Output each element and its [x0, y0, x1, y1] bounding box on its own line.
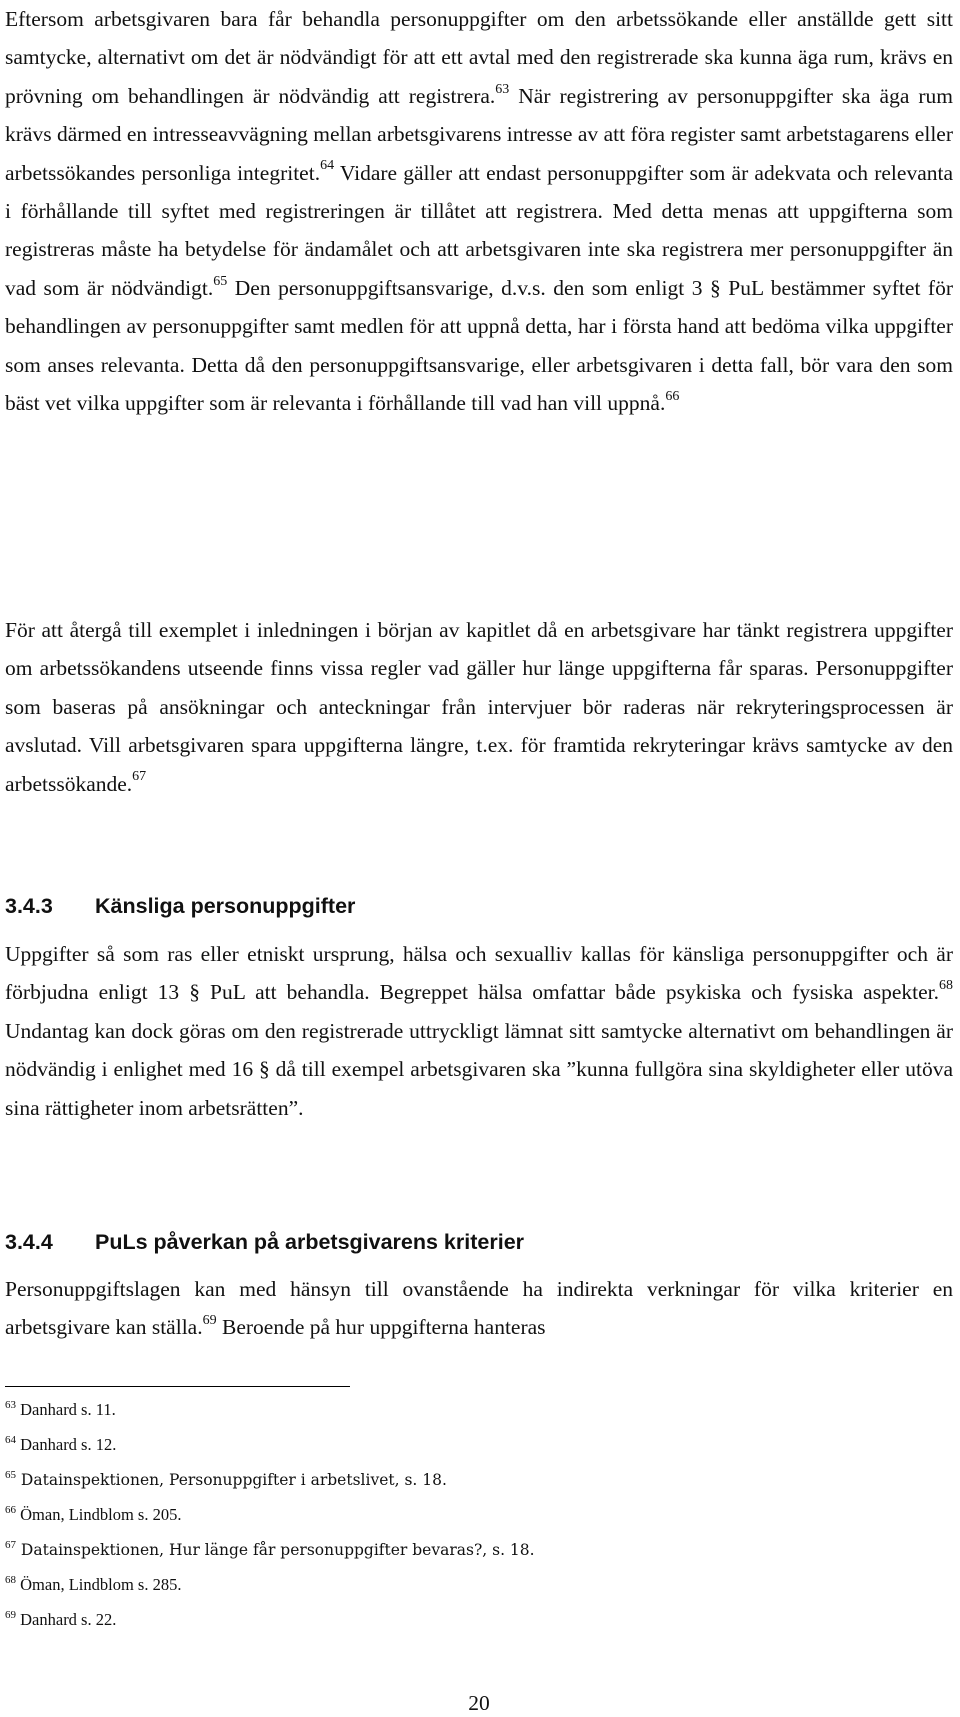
section-heading — [5, 890, 355, 922]
body-paragraph — [5, 611, 953, 803]
footnote-number: 63 — [5, 1398, 16, 1411]
footnote-separator — [5, 1386, 350, 1387]
footnote-text: Öman, Lindblom s. 205. — [16, 1505, 182, 1524]
footnote-number: 68 — [5, 1573, 16, 1586]
footnote-list — [5, 1398, 953, 1643]
footnote — [5, 1433, 953, 1457]
paragraph-text: När registrering av personuppgifter ska äga rum krävs därmed en intresseavvägning mellan arbetsgivarens intresse av att föra register samt arbetstagarens eller arbetssökandes personliga integritet. — [5, 83, 953, 185]
footnote — [5, 1398, 953, 1422]
footnote-number: 66 — [5, 1503, 16, 1516]
section-number: 3.4.3 — [5, 894, 53, 918]
body-paragraph — [5, 0, 953, 422]
footnote-reference[interactable]: 68 — [939, 978, 953, 994]
footnote-text: Öman, Lindblom s. 285. — [16, 1575, 182, 1594]
section-number: 3.4.4 — [5, 1230, 53, 1254]
footnote-reference[interactable]: 64 — [320, 158, 335, 174]
paragraph-text: Beroende på hur uppgifterna hanteras — [216, 1315, 546, 1340]
body-paragraph — [5, 1270, 953, 1347]
paragraph-text: Personuppgiftslagen kan med hänsyn till ovanstående ha indirekta verkningar för vilka kriterier en arbetsgivare kan ställa. — [5, 1277, 953, 1340]
footnote-reference[interactable]: 65 — [213, 273, 228, 289]
section-heading — [5, 1226, 524, 1258]
paragraph-text: För att återgå till exemplet i inledningen i början av kapitlet då en arbetsgivare har tänkt registrera uppgifter om arbetssökandens utseende finns vissa regler vad gäller hur länge uppgifterna får sparas. Personuppgifter som baseras på ansökningar och anteckningar från intervjuer bör raderas när rekryteringsprocessen är avslutad. Vill arbetsgivaren spara uppgifterna längre, t.ex. för framtida rekryteringar krävs samtycke av den arbetssökande. — [5, 618, 953, 796]
paragraph-text: Undantag kan dock göras om den registrerade uttryckligt lämnat sitt samtycke alternativt om behandlingen är nödvändig i enlighet med 16 § då till exempel arbetsgivaren ska ”kunna fullgöra sina skyldigheter eller utöva sina rättigheter inom arbetsrätten”. — [5, 1018, 953, 1120]
footnote-number: 64 — [5, 1433, 16, 1446]
paragraph-text: Eftersom arbetsgivaren bara får behandla personuppgifter om den arbetssökande eller anställde gett sitt samtycke, alternativt om det är nödvändigt för att ett avtal med den registrerade ska kunna äga rum, krävs en prövning om behandlingen är nödvändig att registrera. — [5, 7, 953, 108]
footnote-reference[interactable]: 66 — [665, 388, 680, 404]
footnote-text: Datainspektionen, Personuppgifter i arbetslivet, s. 18. — [16, 1471, 447, 1489]
footnote-reference[interactable]: 69 — [202, 1313, 217, 1329]
footnote — [5, 1608, 953, 1632]
footnote-reference[interactable]: 67 — [132, 769, 147, 785]
page-number: 20 — [468, 1691, 490, 1715]
footnote — [5, 1538, 953, 1562]
footnote-text: Danhard s. 11. — [16, 1400, 116, 1419]
footnote-number: 65 — [5, 1468, 16, 1481]
footnote-text: Datainspektionen, Hur länge får personuppgifter bevaras?, s. 18. — [16, 1541, 535, 1559]
section-title: PuLs påverkan på arbetsgivarens kriterier — [95, 1230, 525, 1254]
footnote — [5, 1573, 953, 1597]
footnote-number: 67 — [5, 1538, 16, 1551]
footnote-reference[interactable]: 63 — [495, 81, 510, 97]
section-title: Känsliga personuppgifter — [95, 894, 356, 918]
paragraph-text: Den personuppgiftsansvarige, d.v.s. den som enligt 3 § PuL bestämmer syftet för behandlingen av personuppgifter samt medlen för att uppnå detta, har i första hand att bedöma vilka uppgifter som anses relevanta. Detta då den personuppgiftsansvarige, eller arbetsgivaren i detta fall, bör vara den som bäst vet vilka uppgifter som är relevanta i förhållande till vad han vill uppnå. — [5, 275, 954, 416]
paragraph-text: Uppgifter så som ras eller etniskt ursprung, hälsa och sexualliv kallas för känsliga personuppgifter och är förbjudna enligt 13 § PuL att behandla. Begreppet hälsa omfattar både psykiska och fysiska aspekter. — [5, 942, 953, 1005]
footnote — [5, 1468, 953, 1492]
footnote — [5, 1503, 953, 1527]
footnote-text: Danhard s. 22. — [16, 1610, 117, 1629]
footnote-number: 69 — [5, 1608, 16, 1621]
footnote-text: Danhard s. 12. — [16, 1435, 117, 1454]
body-paragraph — [5, 935, 953, 1127]
paragraph-text: Vidare gäller att endast personuppgifter som är adekvata och relevanta i förhållande till syftet med registreringen är tillåtet att registrera. Med detta menas att uppgifterna som registreras måste ha betydelse för ändamålet och att arbetsgivaren inte ska registrera mer personuppgifter än vad som är nödvändigt. — [5, 160, 953, 300]
